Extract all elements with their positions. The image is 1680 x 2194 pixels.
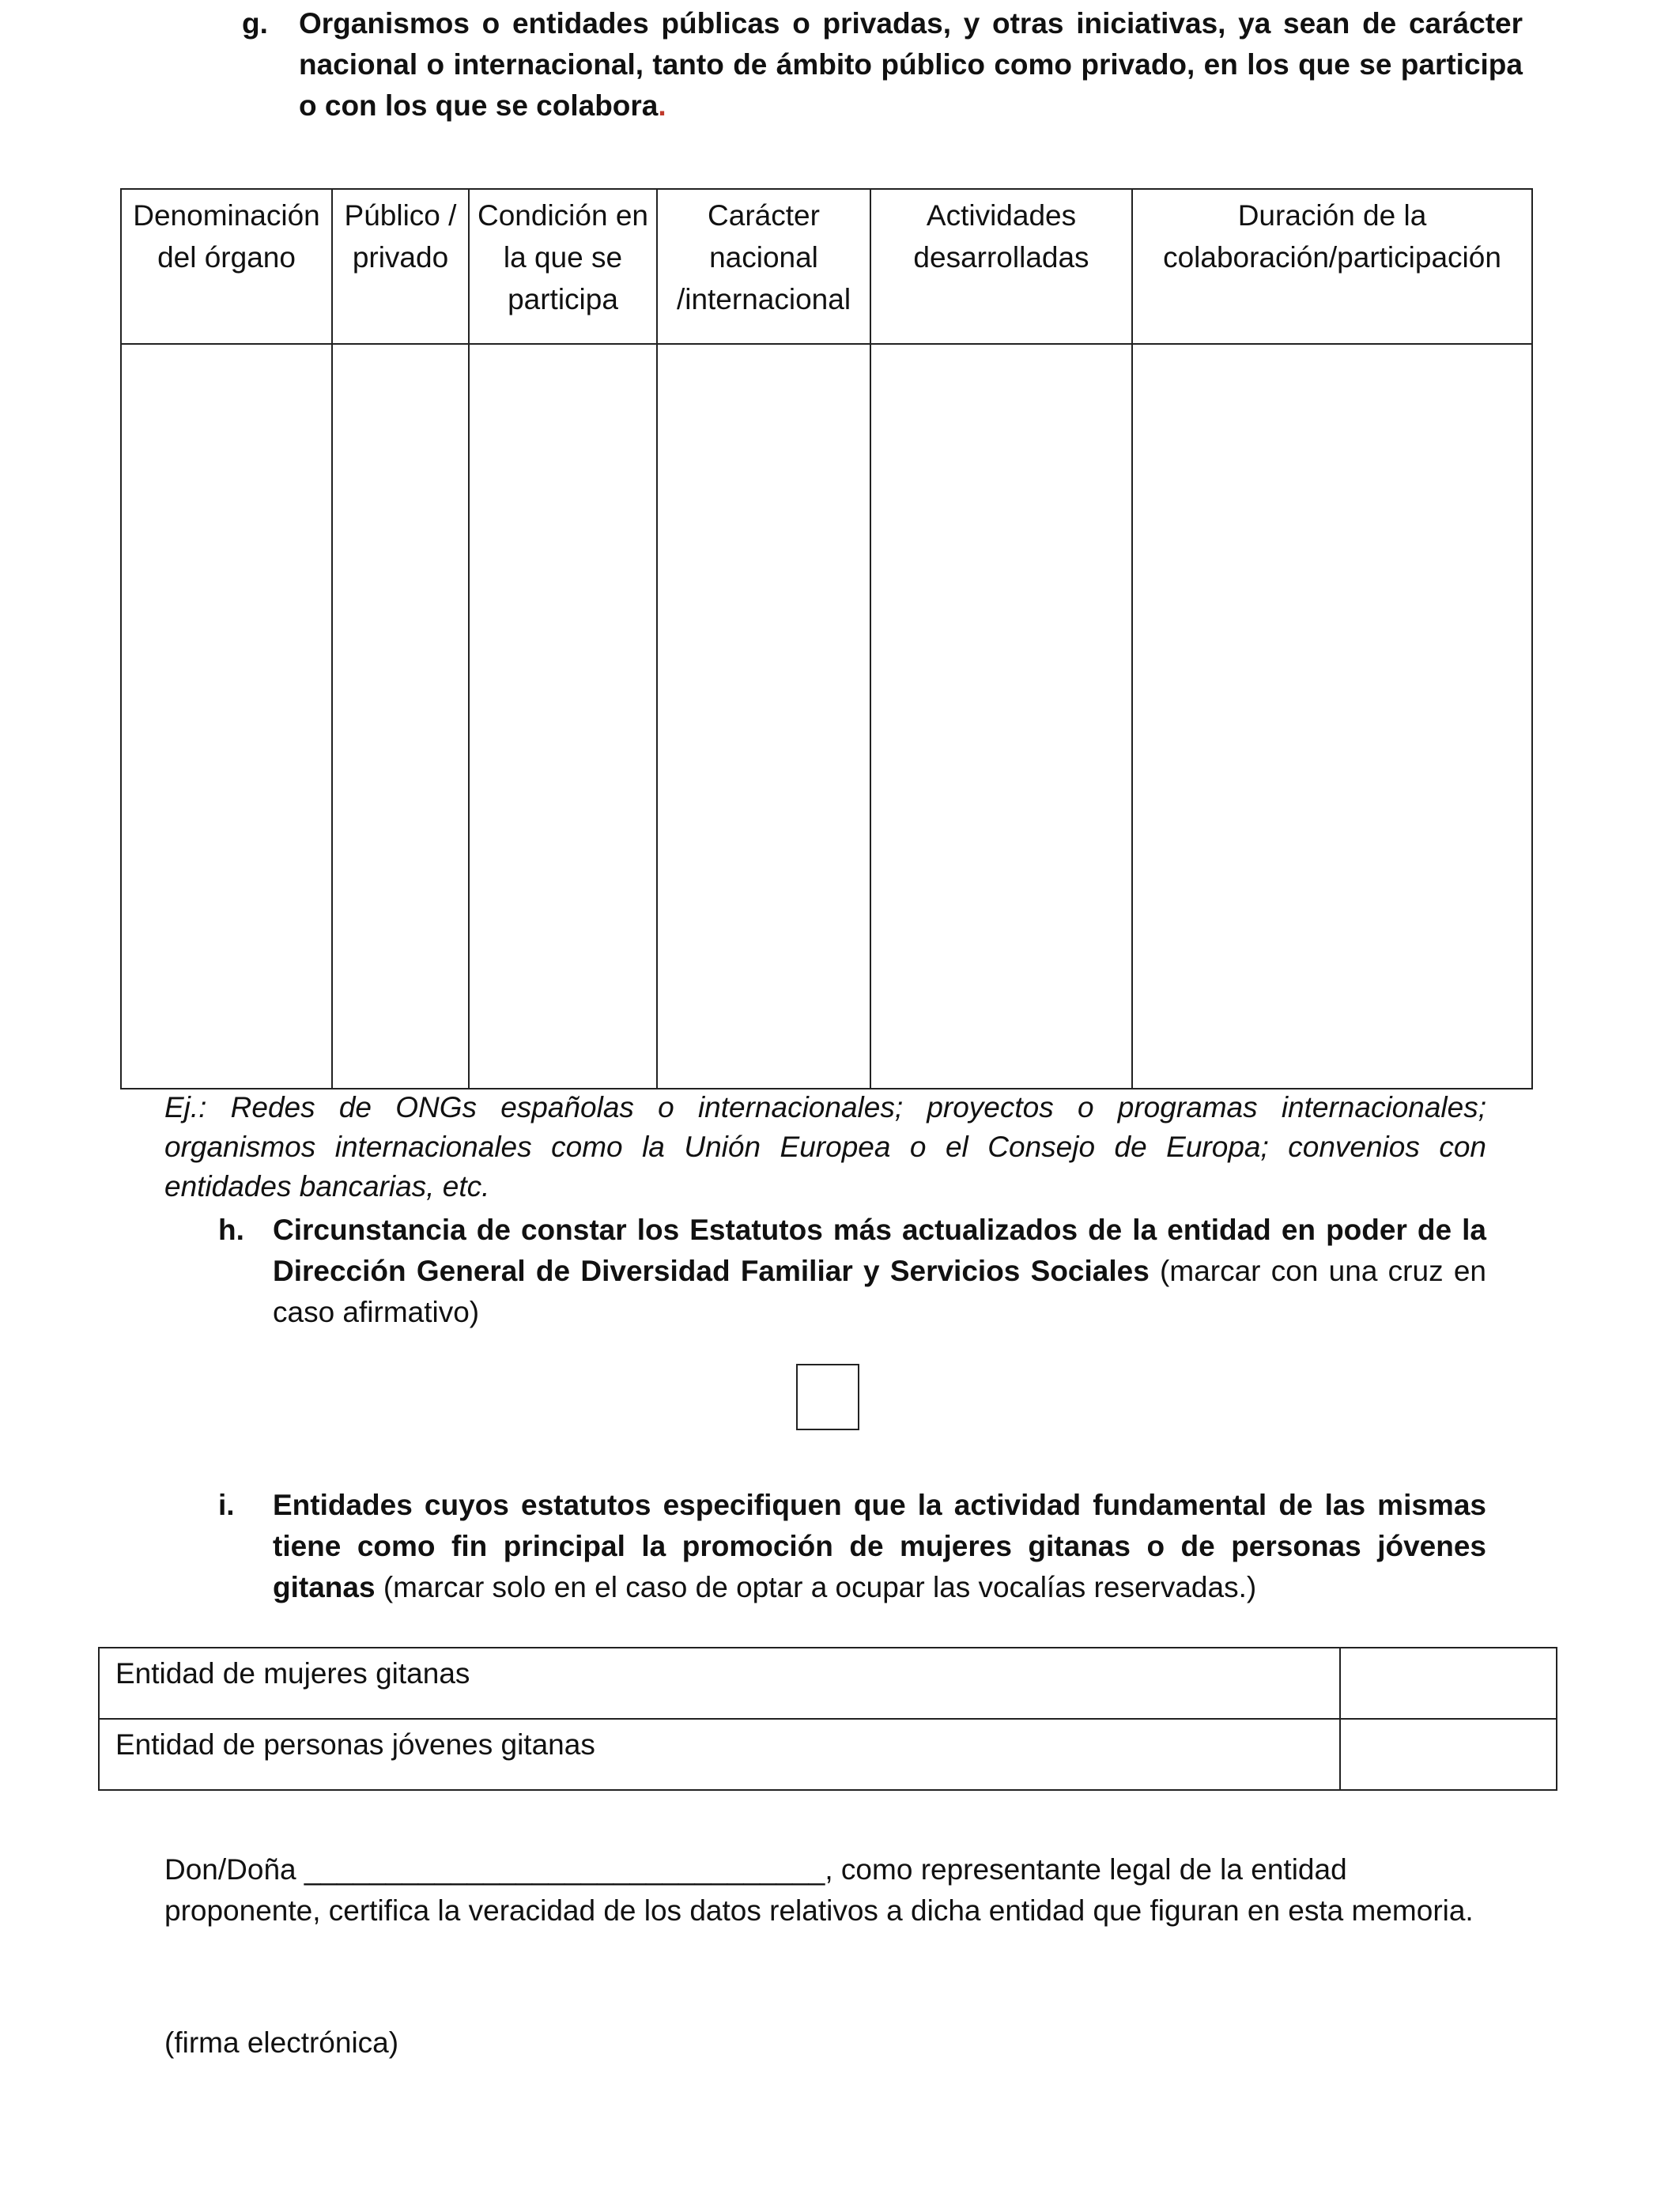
section-g-title-end: .	[658, 89, 666, 122]
certification-prefix: Don/Doña	[164, 1853, 304, 1886]
section-h-title-bold: Circunstancia de constar los Estatutos más actualizados de la entidad en poder de la Dirección General de Diversidad Familiar y Servicios Sociales	[273, 1214, 1486, 1287]
certification-text	[164, 1849, 1508, 1932]
table-row	[121, 344, 1532, 1089]
cell-actividades[interactable]	[870, 344, 1132, 1089]
cell-publico-privado[interactable]	[332, 344, 469, 1089]
table-row	[99, 1648, 1557, 1719]
row-label-jovenes-gitanas: Entidad de personas jóvenes gitanas	[99, 1719, 1340, 1790]
example-note: Ej.: Redes de ONGs españolas o internacionales; proyectos o programas internacionales; organismos internacionales como la Unión Europea o el Consejo de Europa; convenios con entidades bancarias, etc.	[164, 1091, 1486, 1203]
section-h-title-normal: (marcar con una cruz en caso afirmativo)	[273, 1255, 1486, 1328]
table-row	[99, 1719, 1557, 1790]
table-header-row	[121, 189, 1532, 344]
gitanas-entity-table	[98, 1647, 1557, 1791]
section-i-title	[273, 1485, 1486, 1608]
section-g-letter: g.	[242, 7, 268, 40]
mark-cell-jovenes-gitanas[interactable]	[1340, 1719, 1557, 1790]
section-i-title-normal: (marcar solo en el caso de optar a ocupar las vocalías reservadas.)	[375, 1571, 1257, 1603]
signature-label: (firma electrónica)	[164, 2026, 399, 2059]
header-condicion: Condición en la que se participa	[469, 189, 657, 344]
header-caracter: Carácter nacional /internacional	[657, 189, 870, 344]
mark-cell-mujeres-gitanas[interactable]	[1340, 1648, 1557, 1719]
cell-duracion[interactable]	[1132, 344, 1532, 1089]
section-h-letter: h.	[218, 1214, 244, 1246]
section-g-title	[299, 3, 1523, 127]
cell-denominacion[interactable]	[121, 344, 332, 1089]
cell-condicion[interactable]	[469, 344, 657, 1089]
row-label-mujeres-gitanas: Entidad de mujeres gitanas	[99, 1648, 1340, 1719]
section-i-letter: i.	[218, 1489, 235, 1521]
section-i-title-bold: Entidades cuyos estatutos especifiquen que la actividad fundamental de las mismas tiene como fin principal la promoción de mujeres gitanas o de personas jóvenes gitanas	[273, 1489, 1486, 1603]
section-h-title	[273, 1210, 1486, 1333]
organizations-table	[120, 188, 1533, 1089]
certification-suffix: , como representante legal de la entidad proponente, certifica la veracidad de los datos relativos a dicha entidad que figuran en esta memoria.	[164, 1853, 1474, 1927]
section-g-title-text: Organismos o entidades públicas o privadas, y otras iniciativas, ya sean de carácter nacional o internacional, tanto de ámbito público como privado, en los que se participa o con los que se colabora	[299, 7, 1523, 122]
header-publico-privado: Público / privado	[332, 189, 469, 344]
header-actividades: Actividades desarrolladas	[870, 189, 1132, 344]
header-denominacion: Denominación del órgano	[121, 189, 332, 344]
header-duracion: Duración de la colaboración/participación	[1132, 189, 1532, 344]
statutes-checkbox[interactable]	[796, 1364, 859, 1430]
cell-caracter[interactable]	[657, 344, 870, 1089]
representative-name-blank[interactable]: ________________________________	[304, 1853, 825, 1886]
